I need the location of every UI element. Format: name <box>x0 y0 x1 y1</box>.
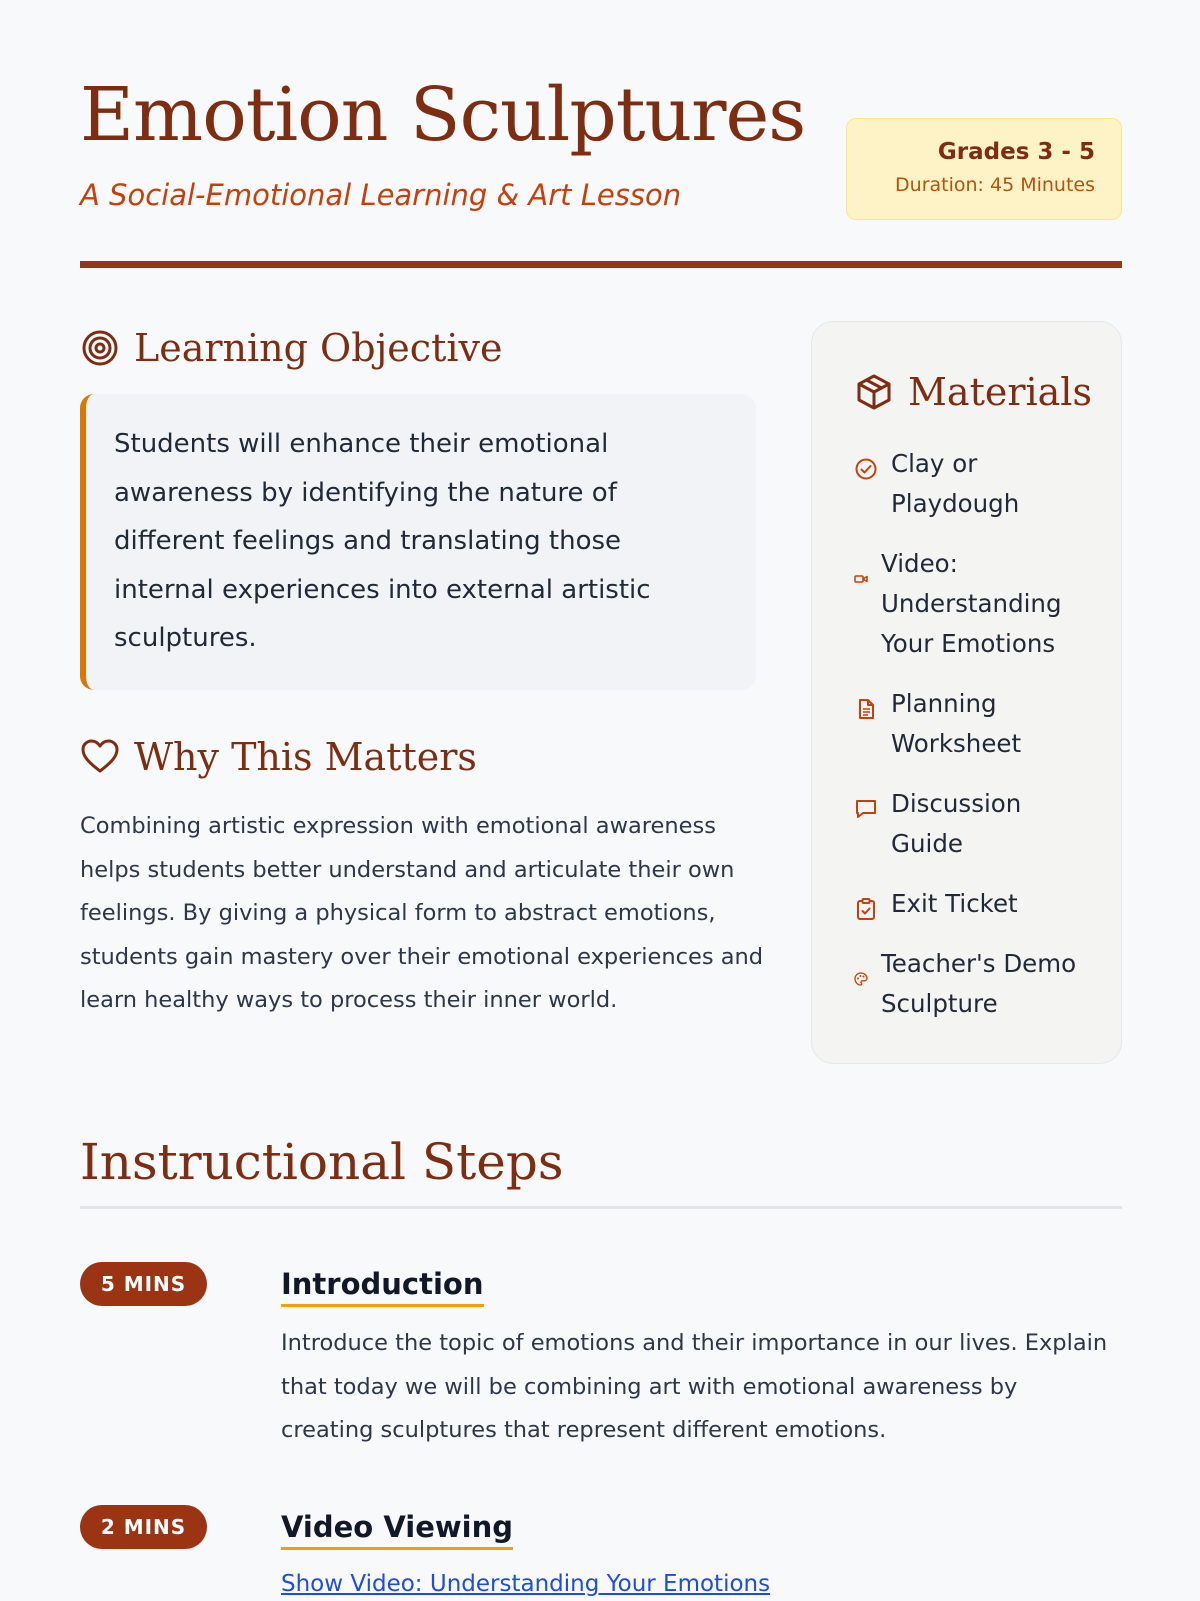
objective-heading <box>80 326 502 370</box>
lesson-header <box>80 72 1122 268</box>
material-label: Clay or Playdough <box>891 449 1020 518</box>
grade-range: Grades 3 - 5 <box>937 139 1095 165</box>
steps-heading: Instructional Steps <box>80 1133 564 1191</box>
objective-heading-label: Learning Objective <box>134 326 503 370</box>
target-icon <box>80 328 120 368</box>
page-subtitle: A Social-Emotional Learning & Art Lesson <box>80 178 682 212</box>
palette-icon <box>854 958 868 972</box>
video-icon <box>854 558 868 572</box>
materials-heading-label: Materials <box>908 370 1092 414</box>
material-item <box>854 444 1094 524</box>
video-link[interactable]: Show Video: Understanding Your Emotions <box>281 1571 771 1597</box>
objective-text: Students will enhance their emotional awareness by identifying the nature of different feelings and translating those internal experiences into external artistic sculptures. <box>80 394 756 690</box>
why-text: Combining artistic expression with emotional awareness helps students better understand and articulate their own feelings. By giving a physical form to abstract emotions, students gain mastery over their emotional experiences and learn healthy ways to process their inner world. <box>80 813 764 1013</box>
steps-divider <box>80 1206 1122 1209</box>
box-icon <box>854 372 894 412</box>
step-title: Video Viewing <box>281 1508 513 1550</box>
step-duration-badge: 2 MINS <box>80 1505 207 1549</box>
why-heading <box>80 735 477 779</box>
material-label: Discussion Guide <box>891 789 1022 858</box>
material-label: Video: Understanding Your Emotions <box>881 549 1062 658</box>
header-divider <box>80 261 1122 268</box>
step-description: Introduce the topic of emotions and their importance in our lives. Explain that today we will be combining art with emotional awareness by creating sculptures that represent different emotions. <box>281 1330 1108 1443</box>
materials-list <box>854 444 1094 1044</box>
material-item <box>854 784 1094 864</box>
clipboard-check-icon <box>854 893 878 917</box>
material-item <box>854 944 1094 1024</box>
step-title: Introduction <box>281 1265 484 1307</box>
lesson-meta-box <box>846 118 1122 220</box>
material-label: Teacher's Demo Sculpture <box>881 949 1077 1018</box>
step-duration-badge: 5 MINS <box>80 1262 207 1306</box>
heart-icon <box>80 737 120 777</box>
why-heading-label: Why This Matters <box>134 735 477 779</box>
material-item <box>854 884 1094 924</box>
materials-heading <box>854 370 1092 414</box>
material-item <box>854 684 1094 764</box>
material-label: Exit Ticket <box>891 889 1018 918</box>
chat-bubble-icon <box>854 793 878 817</box>
material-label: Planning Worksheet <box>891 689 1022 758</box>
document-icon <box>854 693 878 717</box>
material-item <box>854 544 1094 664</box>
materials-card <box>811 321 1122 1064</box>
lesson-duration: Duration: 45 Minutes <box>895 174 1095 196</box>
check-circle-icon <box>854 453 878 477</box>
page-title: Emotion Sculptures <box>80 72 806 158</box>
